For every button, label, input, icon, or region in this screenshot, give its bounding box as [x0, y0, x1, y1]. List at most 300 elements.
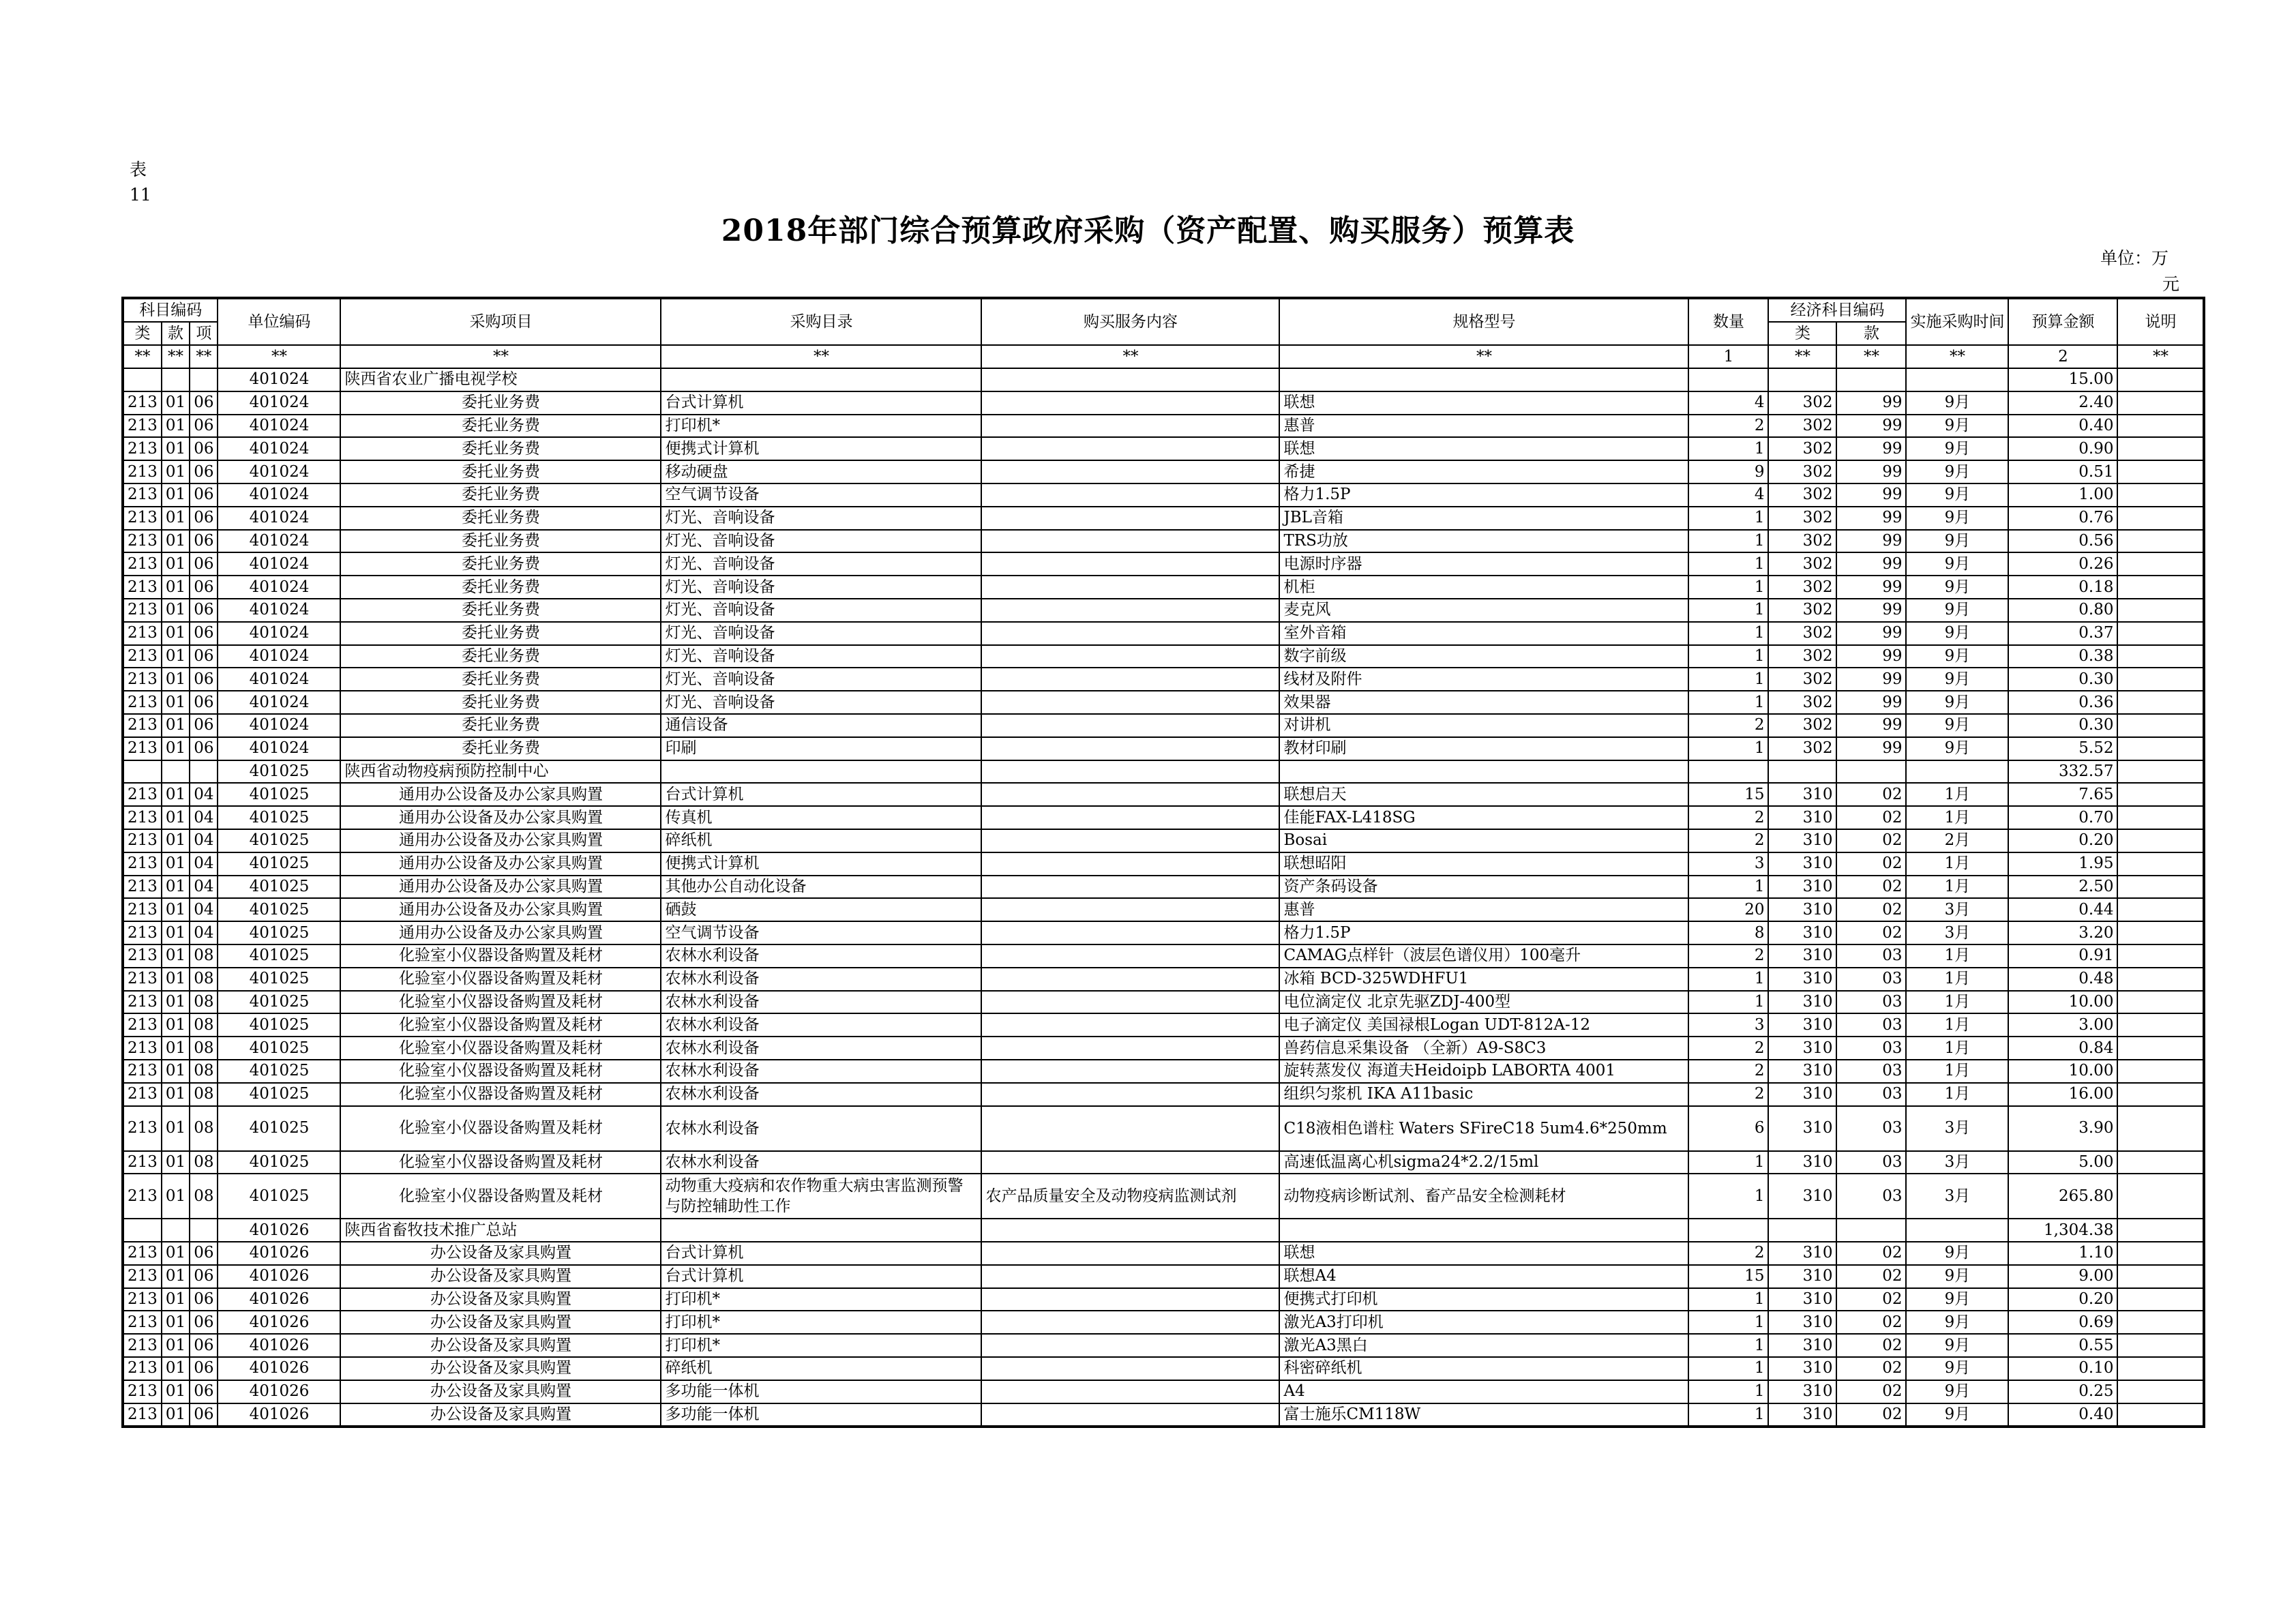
cell-xiang: 06	[190, 668, 218, 691]
cell-project: 委托业务费	[340, 415, 661, 438]
cell-econ-kuan: 99	[1836, 599, 1906, 622]
cell-service	[981, 1106, 1279, 1151]
cell-econ-kuan: 99	[1836, 691, 1906, 714]
cell-qty: 2	[1688, 1037, 1768, 1060]
cell-econ-lei: 310	[1768, 1265, 1836, 1288]
unit-label	[2100, 245, 2182, 297]
cell-time: 3月	[1906, 898, 2008, 921]
cell-qty: 1	[1688, 437, 1768, 460]
cell-lei: 213	[123, 415, 162, 438]
cell-amount: 5.52	[2008, 737, 2117, 760]
cell-note	[2117, 898, 2204, 921]
cell-qty: 2	[1688, 806, 1768, 829]
cell-xiang: 06	[190, 415, 218, 438]
table-row	[123, 1013, 2204, 1037]
cell-econ-lei: 302	[1768, 415, 1836, 438]
cell-empty	[1906, 368, 2008, 391]
col-header-service: 购买服务内容	[981, 298, 1279, 345]
cell-econ-kuan: 99	[1836, 507, 1906, 530]
cell-catalog: 灯光、音响设备	[661, 530, 981, 553]
table-row	[123, 737, 2204, 760]
cell-lei	[123, 368, 162, 391]
col-header-time: 实施采购时间	[1906, 298, 2008, 345]
cell-spec: 麦克风	[1279, 599, 1688, 622]
cell-xiang: 08	[190, 1013, 218, 1037]
cell-econ-kuan: 02	[1836, 1334, 1906, 1357]
cell-note	[2117, 507, 2204, 530]
table-row	[123, 1265, 2204, 1288]
cell-lei: 213	[123, 507, 162, 530]
cell-note	[2117, 944, 2204, 968]
cell-lei: 213	[123, 921, 162, 944]
cell-spec: 冰箱 BCD-325WDHFU1	[1279, 968, 1688, 991]
cell-kuan: 01	[162, 668, 190, 691]
cell-kuan	[162, 368, 190, 391]
cell-econ-kuan: 99	[1836, 391, 1906, 415]
cell-xiang: 08	[190, 944, 218, 968]
cell-econ-kuan: 99	[1836, 622, 1906, 645]
marker-cell: **	[661, 345, 981, 368]
cell-time: 1月	[1906, 852, 2008, 876]
cell-time: 9月	[1906, 1265, 2008, 1288]
cell-qty: 1	[1688, 576, 1768, 599]
cell-lei: 213	[123, 714, 162, 737]
cell-econ-lei: 302	[1768, 645, 1836, 668]
cell-qty: 2	[1688, 1242, 1768, 1265]
cell-time: 9月	[1906, 391, 2008, 415]
cell-time: 3月	[1906, 921, 2008, 944]
cell-spec: 科密碎纸机	[1279, 1357, 1688, 1380]
cell-service	[981, 1265, 1279, 1288]
cell-time: 9月	[1906, 552, 2008, 576]
cell-note	[2117, 368, 2204, 391]
cell-service	[981, 1083, 1279, 1106]
cell-spec: 电位滴定仪 北京先驱ZDJ-400型	[1279, 991, 1688, 1014]
table-row	[123, 1403, 2204, 1427]
cell-spec: 联想A4	[1279, 1265, 1688, 1288]
cell-qty: 1	[1688, 1151, 1768, 1174]
cell-lei: 213	[123, 944, 162, 968]
cell-qty: 1	[1688, 1174, 1768, 1219]
cell-econ-lei: 302	[1768, 622, 1836, 645]
cell-kuan: 01	[162, 1013, 190, 1037]
cell-xiang: 08	[190, 1106, 218, 1151]
cell-econ-lei: 302	[1768, 507, 1836, 530]
cell-project: 委托业务费	[340, 507, 661, 530]
cell-amount: 0.38	[2008, 645, 2117, 668]
cell-service	[981, 437, 1279, 460]
cell-service	[981, 898, 1279, 921]
marker-row	[123, 345, 2204, 368]
cell-unit-code: 401024	[218, 507, 340, 530]
cell-xiang	[190, 760, 218, 784]
cell-xiang: 06	[190, 1265, 218, 1288]
cell-qty: 9	[1688, 460, 1768, 483]
cell-econ-kuan: 02	[1836, 898, 1906, 921]
cell-time: 9月	[1906, 1357, 2008, 1380]
cell-kuan	[162, 760, 190, 784]
cell-unit-code: 401024	[218, 691, 340, 714]
cell-time: 1月	[1906, 1037, 2008, 1060]
cell-qty: 1	[1688, 691, 1768, 714]
cell-catalog: 空气调节设备	[661, 921, 981, 944]
cell-unit-code: 401025	[218, 1174, 340, 1219]
cell-kuan: 01	[162, 415, 190, 438]
cell-unit-code: 401025	[218, 898, 340, 921]
cell-catalog: 动物重大疫病和农作物重大病虫害监测预警与防控辅助性工作	[661, 1174, 981, 1219]
table-row	[123, 668, 2204, 691]
cell-note	[2117, 714, 2204, 737]
cell-empty	[1768, 760, 1836, 784]
cell-unit-code: 401024	[218, 368, 340, 391]
cell-time: 9月	[1906, 1403, 2008, 1427]
cell-project: 化验室小仪器设备购置及耗材	[340, 1151, 661, 1174]
cell-unit-code: 401025	[218, 921, 340, 944]
cell-catalog: 灯光、音响设备	[661, 507, 981, 530]
cell-time: 1月	[1906, 991, 2008, 1014]
cell-econ-kuan: 02	[1836, 1403, 1906, 1427]
cell-project: 委托业务费	[340, 714, 661, 737]
cell-spec: 联想启天	[1279, 783, 1688, 806]
cell-qty: 2	[1688, 944, 1768, 968]
cell-catalog: 灯光、音响设备	[661, 576, 981, 599]
marker-cell: **	[190, 345, 218, 368]
cell-service	[981, 921, 1279, 944]
cell-time: 9月	[1906, 622, 2008, 645]
cell-project: 委托业务费	[340, 668, 661, 691]
cell-lei: 213	[123, 1311, 162, 1334]
cell-service	[981, 1403, 1279, 1427]
cell-project: 委托业务费	[340, 576, 661, 599]
cell-econ-lei: 302	[1768, 552, 1836, 576]
cell-project: 化验室小仪器设备购置及耗材	[340, 944, 661, 968]
cell-service	[981, 622, 1279, 645]
cell-catalog: 通信设备	[661, 714, 981, 737]
group-row	[123, 760, 2204, 784]
cell-catalog: 打印机*	[661, 1288, 981, 1311]
cell-empty	[1768, 1219, 1836, 1242]
cell-xiang: 06	[190, 507, 218, 530]
col-header-unit-code: 单位编码	[218, 298, 340, 345]
cell-service: 农产品质量安全及动物疫病监测试剂	[981, 1174, 1279, 1219]
cell-catalog: 打印机*	[661, 1311, 981, 1334]
cell-catalog: 台式计算机	[661, 391, 981, 415]
cell-spec: 室外音箱	[1279, 622, 1688, 645]
cell-xiang: 04	[190, 921, 218, 944]
cell-econ-kuan: 02	[1836, 876, 1906, 899]
cell-catalog: 灯光、音响设备	[661, 599, 981, 622]
cell-empty	[981, 368, 1279, 391]
table-row	[123, 437, 2204, 460]
cell-unit-code: 401025	[218, 1083, 340, 1106]
cell-amount: 0.40	[2008, 1403, 2117, 1427]
cell-kuan: 01	[162, 645, 190, 668]
cell-spec: 电源时序器	[1279, 552, 1688, 576]
col-header-note: 说明	[2117, 298, 2204, 345]
cell-unit-code: 401024	[218, 668, 340, 691]
cell-project: 化验室小仪器设备购置及耗材	[340, 1083, 661, 1106]
cell-unit-code: 401024	[218, 737, 340, 760]
cell-unit-code: 401025	[218, 1151, 340, 1174]
cell-qty: 1	[1688, 1357, 1768, 1380]
cell-catalog: 台式计算机	[661, 1242, 981, 1265]
cell-econ-kuan: 02	[1836, 1357, 1906, 1380]
cell-catalog: 农林水利设备	[661, 1151, 981, 1174]
cell-lei: 213	[123, 668, 162, 691]
cell-amount: 0.70	[2008, 806, 2117, 829]
cell-note	[2117, 483, 2204, 507]
cell-amount: 0.40	[2008, 415, 2117, 438]
cell-unit-code: 401025	[218, 944, 340, 968]
cell-project: 通用办公设备及办公家具购置	[340, 829, 661, 852]
cell-econ-lei: 310	[1768, 898, 1836, 921]
cell-spec: 惠普	[1279, 415, 1688, 438]
cell-econ-kuan: 03	[1836, 1174, 1906, 1219]
cell-empty	[1279, 1219, 1688, 1242]
cell-econ-lei: 310	[1768, 991, 1836, 1014]
cell-unit-code: 401025	[218, 968, 340, 991]
cell-econ-kuan: 99	[1836, 576, 1906, 599]
cell-note	[2117, 599, 2204, 622]
cell-econ-lei: 302	[1768, 460, 1836, 483]
cell-project: 办公设备及家具购置	[340, 1334, 661, 1357]
cell-econ-lei: 310	[1768, 1288, 1836, 1311]
cell-lei: 213	[123, 1242, 162, 1265]
table-row	[123, 806, 2204, 829]
cell-econ-kuan: 99	[1836, 483, 1906, 507]
cell-time: 9月	[1906, 1311, 2008, 1334]
table-row	[123, 1311, 2204, 1334]
cell-service	[981, 1037, 1279, 1060]
cell-spec: 旋转蒸发仪 海道夫Heidoipb LABORTA 4001	[1279, 1060, 1688, 1083]
cell-econ-lei: 310	[1768, 806, 1836, 829]
cell-service	[981, 968, 1279, 991]
cell-amount: 3.20	[2008, 921, 2117, 944]
cell-econ-kuan: 02	[1836, 829, 1906, 852]
cell-kuan: 01	[162, 552, 190, 576]
table-row	[123, 507, 2204, 530]
cell-spec: 格力1.5P	[1279, 483, 1688, 507]
cell-spec: A4	[1279, 1380, 1688, 1403]
cell-econ-kuan: 02	[1836, 1311, 1906, 1334]
cell-kuan	[162, 1219, 190, 1242]
cell-xiang: 04	[190, 876, 218, 899]
col-header-lei: 类	[123, 322, 162, 345]
cell-kuan: 01	[162, 1288, 190, 1311]
cell-amount: 2.40	[2008, 391, 2117, 415]
cell-lei: 213	[123, 852, 162, 876]
cell-unit-code: 401024	[218, 483, 340, 507]
cell-lei: 213	[123, 1174, 162, 1219]
cell-empty	[1768, 368, 1836, 391]
cell-econ-kuan: 02	[1836, 806, 1906, 829]
col-header-econ-code: 经济科目编码	[1768, 298, 1906, 322]
cell-project: 通用办公设备及办公家具购置	[340, 921, 661, 944]
cell-service	[981, 1060, 1279, 1083]
marker-cell: **	[218, 345, 340, 368]
cell-time: 1月	[1906, 968, 2008, 991]
cell-note	[2117, 645, 2204, 668]
cell-kuan: 01	[162, 391, 190, 415]
cell-qty: 1	[1688, 1288, 1768, 1311]
cell-catalog: 农林水利设备	[661, 1106, 981, 1151]
cell-econ-lei: 310	[1768, 1151, 1836, 1174]
cell-catalog: 多功能一体机	[661, 1403, 981, 1427]
cell-project: 通用办公设备及办公家具购置	[340, 806, 661, 829]
cell-qty: 1	[1688, 1403, 1768, 1427]
cell-note	[2117, 1334, 2204, 1357]
marker-cell: **	[1836, 345, 1906, 368]
cell-amount: 1,304.38	[2008, 1219, 2117, 1242]
cell-note	[2117, 1242, 2204, 1265]
cell-spec: TRS功放	[1279, 530, 1688, 553]
cell-kuan: 01	[162, 1242, 190, 1265]
cell-time: 1月	[1906, 876, 2008, 899]
cell-unit-code: 401026	[218, 1265, 340, 1288]
cell-xiang: 06	[190, 737, 218, 760]
table-row	[123, 1334, 2204, 1357]
cell-amount: 1.00	[2008, 483, 2117, 507]
table-row	[123, 898, 2204, 921]
cell-note	[2117, 737, 2204, 760]
cell-spec: 对讲机	[1279, 714, 1688, 737]
table-row	[123, 576, 2204, 599]
cell-project: 化验室小仪器设备购置及耗材	[340, 1037, 661, 1060]
marker-cell: **	[981, 345, 1279, 368]
cell-qty: 2	[1688, 1083, 1768, 1106]
cell-project: 办公设备及家具购置	[340, 1357, 661, 1380]
cell-note	[2117, 1219, 2204, 1242]
cell-service	[981, 806, 1279, 829]
cell-amount: 0.44	[2008, 898, 2117, 921]
cell-xiang: 06	[190, 1334, 218, 1357]
cell-unit-code: 401025	[218, 1060, 340, 1083]
cell-xiang: 06	[190, 1380, 218, 1403]
cell-econ-kuan: 99	[1836, 714, 1906, 737]
cell-note	[2117, 1060, 2204, 1083]
unit-label-line-1: 单位：万	[2100, 248, 2169, 268]
cell-spec: 联想	[1279, 391, 1688, 415]
cell-econ-kuan: 99	[1836, 552, 1906, 576]
cell-econ-lei: 310	[1768, 1013, 1836, 1037]
cell-spec: 希捷	[1279, 460, 1688, 483]
page-title: 2018年部门综合预算政府采购（资产配置、购买服务）预算表	[721, 213, 1575, 248]
cell-project: 办公设备及家具购置	[340, 1288, 661, 1311]
cell-note	[2117, 576, 2204, 599]
cell-econ-lei: 310	[1768, 1083, 1836, 1106]
group-row	[123, 368, 2204, 391]
cell-kuan: 01	[162, 530, 190, 553]
cell-qty: 15	[1688, 1265, 1768, 1288]
cell-unit-code: 401025	[218, 783, 340, 806]
cell-note	[2117, 691, 2204, 714]
cell-econ-lei: 310	[1768, 1380, 1836, 1403]
cell-econ-lei: 310	[1768, 1357, 1836, 1380]
table-row	[123, 1242, 2204, 1265]
table-row	[123, 783, 2204, 806]
cell-xiang: 08	[190, 1060, 218, 1083]
cell-econ-lei: 302	[1768, 737, 1836, 760]
cell-time: 9月	[1906, 737, 2008, 760]
cell-note	[2117, 1311, 2204, 1334]
cell-unit-code: 401024	[218, 576, 340, 599]
cell-amount: 0.56	[2008, 530, 2117, 553]
marker-cell: 2	[2008, 345, 2117, 368]
cell-project: 办公设备及家具购置	[340, 1265, 661, 1288]
cell-service	[981, 1357, 1279, 1380]
table-row	[123, 968, 2204, 991]
cell-kuan: 01	[162, 1334, 190, 1357]
cell-time: 1月	[1906, 1083, 2008, 1106]
cell-lei: 213	[123, 876, 162, 899]
cell-xiang: 08	[190, 1083, 218, 1106]
cell-xiang: 06	[190, 691, 218, 714]
table-label-line-1: 表	[130, 160, 147, 179]
cell-catalog: 农林水利设备	[661, 968, 981, 991]
cell-catalog: 灯光、音响设备	[661, 622, 981, 645]
cell-qty: 1	[1688, 507, 1768, 530]
cell-lei: 213	[123, 576, 162, 599]
cell-amount: 1.95	[2008, 852, 2117, 876]
cell-unit-code: 401025	[218, 852, 340, 876]
cell-unit-code: 401025	[218, 1037, 340, 1060]
cell-qty: 3	[1688, 1013, 1768, 1037]
cell-catalog: 硒鼓	[661, 898, 981, 921]
cell-amount: 0.26	[2008, 552, 2117, 576]
cell-unit-code: 401026	[218, 1242, 340, 1265]
cell-time: 1月	[1906, 1060, 2008, 1083]
marker-cell: **	[162, 345, 190, 368]
cell-empty	[1906, 760, 2008, 784]
cell-catalog: 传真机	[661, 806, 981, 829]
col-header-catalog: 采购目录	[661, 298, 981, 345]
cell-amount: 0.91	[2008, 944, 2117, 968]
cell-amount: 0.69	[2008, 1311, 2117, 1334]
cell-empty	[1688, 760, 1768, 784]
cell-note	[2117, 829, 2204, 852]
cell-econ-lei: 310	[1768, 1106, 1836, 1151]
cell-spec: 激光A3打印机	[1279, 1311, 1688, 1334]
cell-catalog: 移动硬盘	[661, 460, 981, 483]
cell-econ-kuan: 03	[1836, 944, 1906, 968]
table-row	[123, 1174, 2204, 1219]
cell-catalog: 台式计算机	[661, 783, 981, 806]
cell-amount: 10.00	[2008, 1060, 2117, 1083]
cell-service	[981, 507, 1279, 530]
marker-cell: 1	[1688, 345, 1768, 368]
cell-service	[981, 599, 1279, 622]
cell-kuan: 01	[162, 898, 190, 921]
cell-catalog: 空气调节设备	[661, 483, 981, 507]
cell-service	[981, 668, 1279, 691]
cell-xiang: 08	[190, 991, 218, 1014]
cell-lei	[123, 760, 162, 784]
cell-kuan: 01	[162, 437, 190, 460]
cell-spec: 线材及附件	[1279, 668, 1688, 691]
cell-spec: 便携式打印机	[1279, 1288, 1688, 1311]
cell-kuan: 01	[162, 714, 190, 737]
cell-service	[981, 1151, 1279, 1174]
cell-lei: 213	[123, 391, 162, 415]
cell-xiang: 06	[190, 1403, 218, 1427]
cell-kuan: 01	[162, 852, 190, 876]
cell-catalog: 农林水利设备	[661, 1013, 981, 1037]
cell-qty: 1	[1688, 622, 1768, 645]
cell-service	[981, 876, 1279, 899]
cell-note	[2117, 437, 2204, 460]
cell-econ-kuan: 99	[1836, 668, 1906, 691]
cell-kuan: 01	[162, 622, 190, 645]
